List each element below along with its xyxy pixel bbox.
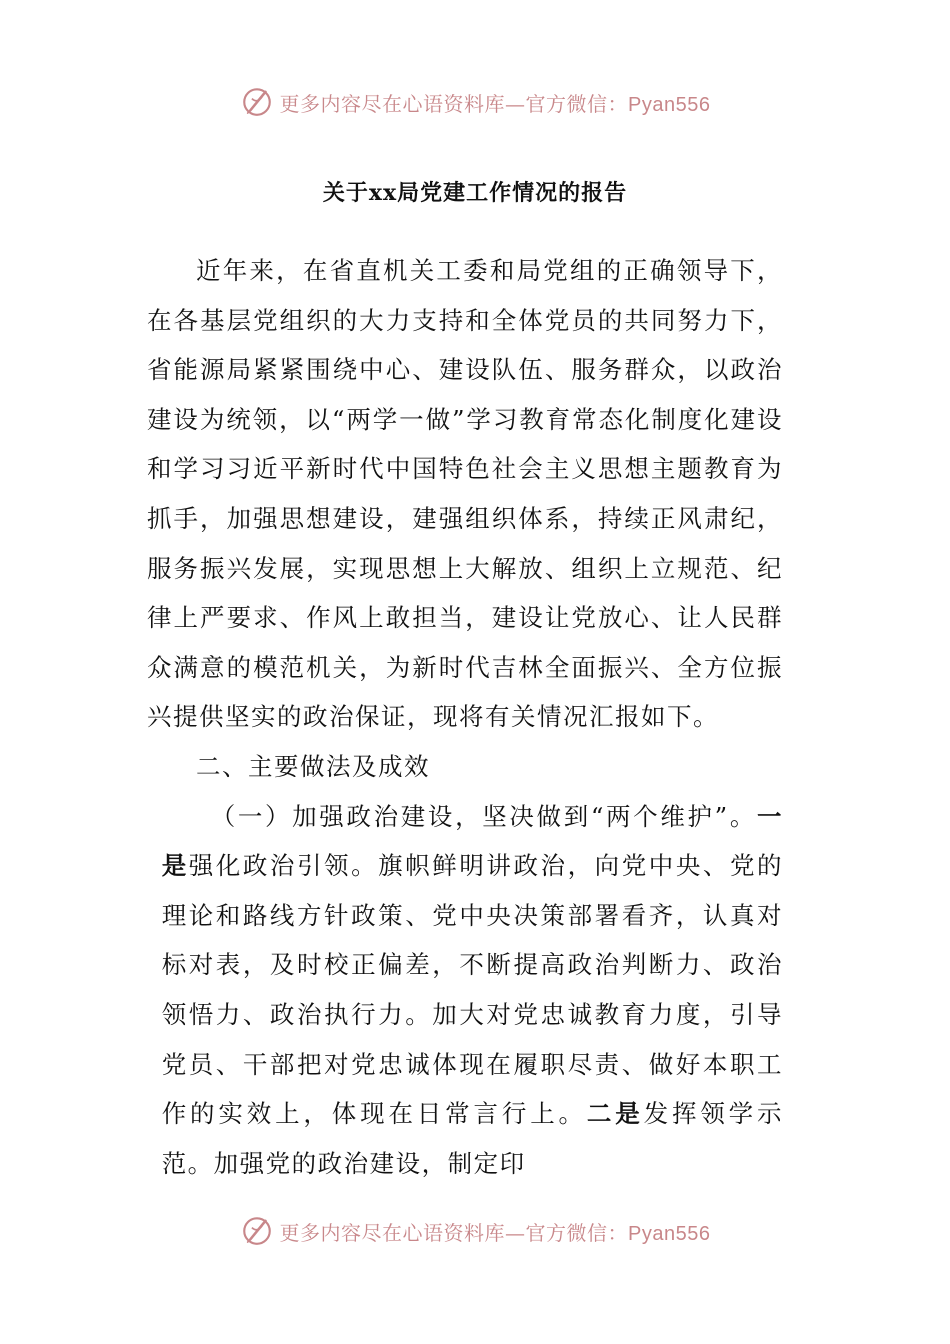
intro-paragraph: 近年来，在省直机关工委和局党组的正确领导下，在各基层党组织的大力支持和全体党员的共同努力下，省能源局紧紧围绕中心、建设队伍、服务群众，以政治建设为统领，以“两学一做”学习教育常态化制度化建设和学习习近平新时代中国特色社会主义思想主题教育为抓手，加强思想建设，建强组织体系，持续正风肃纪，服务振兴发展，实现思想上大解放、组织上立规范、纪律上严要求、作风上敢担当，建设让党放心、让人民群众满意的模范机关，为新时代吉林全面振兴、全方位振兴提供坚实的政治保证，现将有关情况汇报如下。 — [147, 256, 783, 732]
point1-label: 一是 — [161, 801, 783, 881]
footer-banner-text: 更多内容尽在心语资料库—官方微信：Pyan556 — [279, 1220, 711, 1245]
document-title: 关于xx局党建工作情况的报告 — [322, 180, 628, 206]
subsection-heading: （一）加强政治建设，坚决做到“两个维护”。 — [210, 801, 757, 831]
footer-wechat-id: Pyan556 — [628, 1222, 711, 1245]
point2-text: 发挥领学示范。加强党的政治建设，制定印 — [161, 1099, 784, 1178]
pen-logo-icon — [240, 85, 274, 119]
section-heading: 二、主要做法及成效 — [196, 751, 430, 781]
point1-text: 强化政治引领。旗帜鲜明讲政治，向党中央、党的理论和路线方针政策、党中央决策部署看齐，认真对标对表，及时校正偏差，不断提高政治判断力、政治领悟力、政治执行力。加大对党忠诚教育力度，引导党员、干部把对党忠诚体现在履职尽责、做好本职工作的实效上，体现在日常言行上。 — [161, 851, 784, 1129]
subsection-paragraph — [147, 792, 783, 1189]
point2-label: 二是 — [586, 1099, 644, 1129]
document-body — [147, 246, 783, 1188]
header-banner-text: 更多内容尽在心语资料库—官方微信：Pyan556 — [279, 91, 711, 116]
pen-logo-icon — [240, 1214, 274, 1248]
footer-banner — [0, 1211, 950, 1251]
header-wechat-id: Pyan556 — [628, 93, 711, 116]
header-banner — [0, 82, 950, 122]
